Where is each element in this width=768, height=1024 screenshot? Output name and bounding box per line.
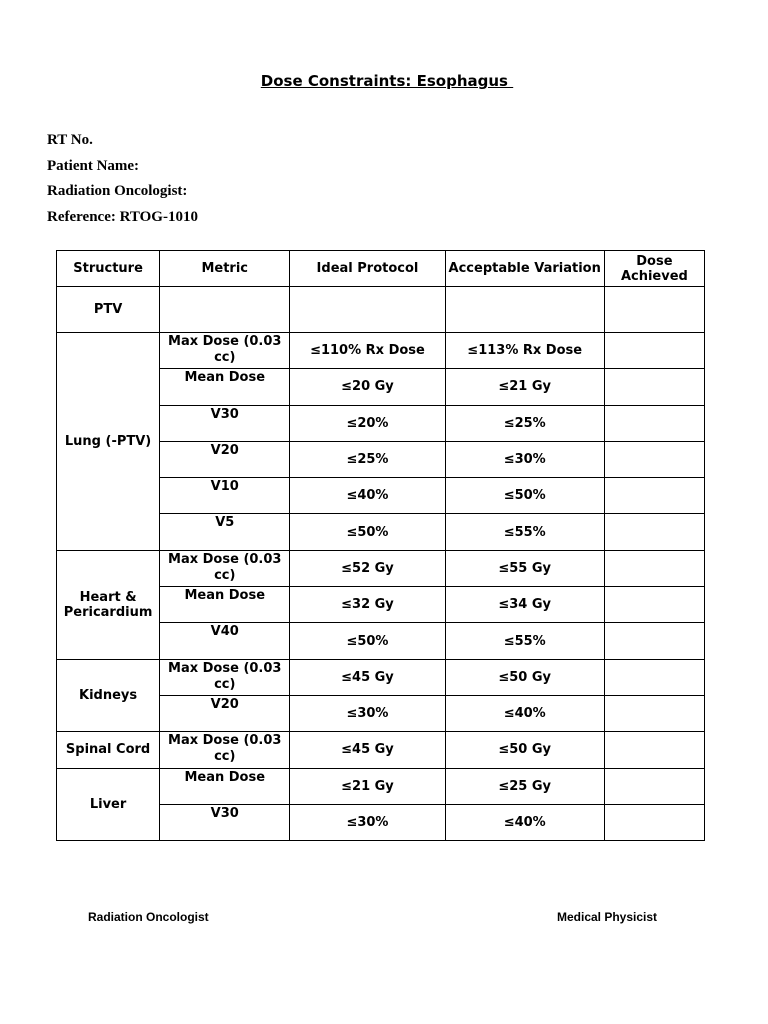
acceptable-cell: ≤40% <box>445 695 604 731</box>
ideal-cell <box>290 287 445 333</box>
ideal-cell: ≤21 Gy <box>290 768 445 804</box>
ideal-cell: ≤52 Gy <box>290 550 445 586</box>
metric-cell: V5 <box>160 514 290 550</box>
metric-cell: Mean Dose <box>160 587 290 623</box>
metric-cell: V10 <box>160 478 290 514</box>
dose-achieved-cell[interactable] <box>604 587 704 623</box>
structure-cell: Liver <box>57 768 160 841</box>
metric-cell: V30 <box>160 405 290 441</box>
ideal-cell: ≤20 Gy <box>290 369 445 405</box>
patient-info <box>47 131 198 234</box>
metric-cell: Max Dose (0.03 cc) <box>160 333 290 369</box>
table-row <box>57 768 705 804</box>
table-row <box>57 659 705 695</box>
ideal-cell: ≤45 Gy <box>290 732 445 768</box>
acceptable-cell: ≤21 Gy <box>445 369 604 405</box>
dose-constraints-table <box>56 250 705 841</box>
metric-cell: Mean Dose <box>160 369 290 405</box>
table-row <box>57 333 705 369</box>
metric-cell: Max Dose (0.03 cc) <box>160 550 290 586</box>
dose-achieved-cell[interactable] <box>604 768 704 804</box>
metric-cell <box>160 287 290 333</box>
ideal-cell: ≤40% <box>290 478 445 514</box>
dose-achieved-cell[interactable] <box>604 732 704 768</box>
reference-field: Reference: RTOG-1010 <box>47 209 198 226</box>
table-row <box>57 550 705 586</box>
header-structure: Structure <box>57 251 160 287</box>
acceptable-cell: ≤55% <box>445 623 604 659</box>
rt-number-field: RT No. <box>47 132 93 148</box>
dose-achieved-cell[interactable] <box>604 287 704 333</box>
header-acceptable-variation: Acceptable Variation <box>445 251 604 287</box>
dose-achieved-cell[interactable] <box>604 659 704 695</box>
dose-achieved-cell[interactable] <box>604 333 704 369</box>
acceptable-cell: ≤55 Gy <box>445 550 604 586</box>
metric-cell: V20 <box>160 441 290 477</box>
acceptable-cell: ≤25 Gy <box>445 768 604 804</box>
header-dose-achieved: Dose Achieved <box>604 251 704 287</box>
dose-achieved-cell[interactable] <box>604 369 704 405</box>
ideal-cell: ≤50% <box>290 514 445 550</box>
acceptable-cell: ≤50 Gy <box>445 732 604 768</box>
acceptable-cell: ≤40% <box>445 804 604 840</box>
structure-cell: Heart & Pericardium <box>57 550 160 659</box>
structure-cell: PTV <box>57 287 160 333</box>
dose-achieved-cell[interactable] <box>604 623 704 659</box>
acceptable-cell: ≤25% <box>445 405 604 441</box>
radiation-oncologist-field: Radiation Oncologist: <box>47 183 188 200</box>
page-title: Dose Constraints: Esophagus <box>260 72 514 90</box>
ideal-cell: ≤50% <box>290 623 445 659</box>
table-row <box>57 732 705 768</box>
acceptable-cell: ≤30% <box>445 441 604 477</box>
signature-medical-physicist: Medical Physicist <box>557 910 658 924</box>
metric-cell: Max Dose (0.03 cc) <box>160 732 290 768</box>
signature-radiation-oncologist: Radiation Oncologist <box>88 910 209 924</box>
acceptable-cell <box>445 287 604 333</box>
dose-achieved-cell[interactable] <box>604 550 704 586</box>
header-ideal-protocol: Ideal Protocol <box>290 251 445 287</box>
metric-cell: V20 <box>160 695 290 731</box>
acceptable-cell: ≤34 Gy <box>445 587 604 623</box>
table-row-ptv <box>57 287 705 333</box>
ideal-cell: ≤25% <box>290 441 445 477</box>
dose-achieved-cell[interactable] <box>604 695 704 731</box>
dose-achieved-cell[interactable] <box>604 804 704 840</box>
metric-cell: V40 <box>160 623 290 659</box>
structure-cell: Kidneys <box>57 659 160 732</box>
dose-achieved-cell[interactable] <box>604 514 704 550</box>
structure-cell: Lung (-PTV) <box>57 333 160 551</box>
ideal-cell: ≤110% Rx Dose <box>290 333 445 369</box>
patient-name-field: Patient Name: <box>47 157 140 174</box>
acceptable-cell: ≤50 Gy <box>445 659 604 695</box>
metric-cell: Max Dose (0.03 cc) <box>160 659 290 695</box>
ideal-cell: ≤30% <box>290 695 445 731</box>
dose-achieved-cell[interactable] <box>604 405 704 441</box>
dose-achieved-cell[interactable] <box>604 478 704 514</box>
ideal-cell: ≤45 Gy <box>290 659 445 695</box>
dose-achieved-cell[interactable] <box>604 441 704 477</box>
table-header-row <box>57 251 705 287</box>
ideal-cell: ≤32 Gy <box>290 587 445 623</box>
acceptable-cell: ≤55% <box>445 514 604 550</box>
structure-cell: Spinal Cord <box>57 732 160 768</box>
ideal-cell: ≤30% <box>290 804 445 840</box>
ideal-cell: ≤20% <box>290 405 445 441</box>
metric-cell: V30 <box>160 804 290 840</box>
acceptable-cell: ≤113% Rx Dose <box>445 333 604 369</box>
header-metric: Metric <box>160 251 290 287</box>
metric-cell: Mean Dose <box>160 768 290 804</box>
acceptable-cell: ≤50% <box>445 478 604 514</box>
